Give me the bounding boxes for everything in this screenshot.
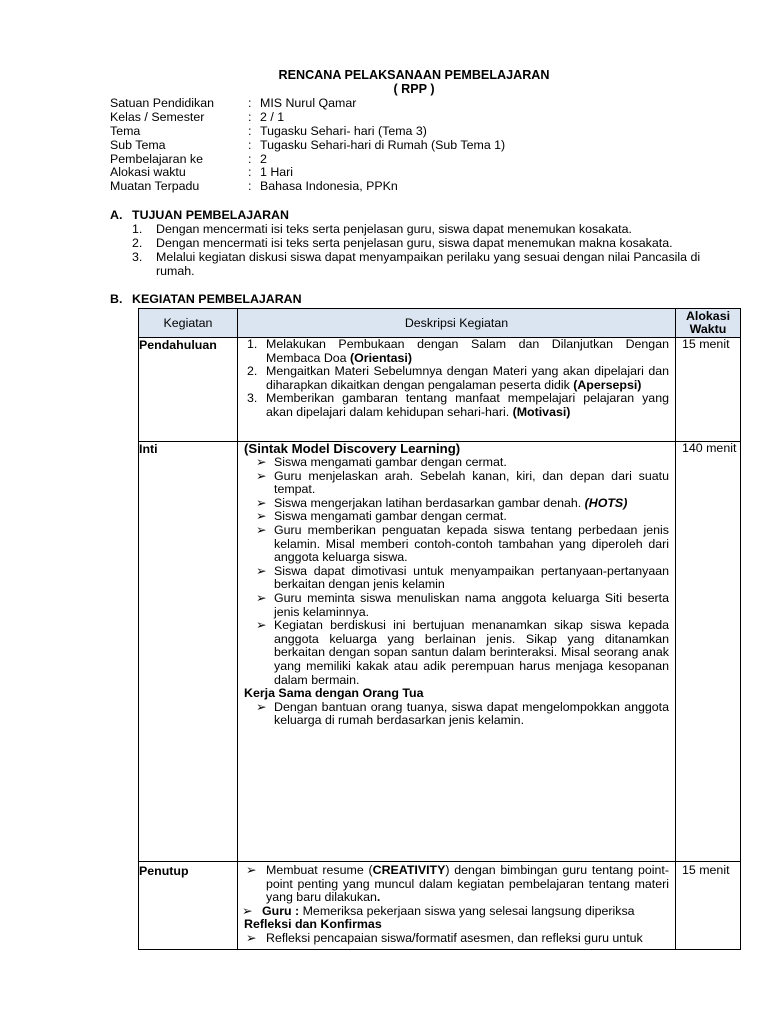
activity-time: 140 menit (676, 442, 741, 862)
bullet-item: ➢ Guru meminta siswa menuliskan nama anggota keluarga Siti beserta jenis kelaminnya. (256, 590, 669, 619)
activity-description (238, 442, 676, 862)
item-number: 2. (132, 235, 143, 250)
table-row-inti (139, 442, 741, 862)
bullet-item: ➢ Refleksi pencapaian siswa/formatif asesmen, dan refleksi guru untuk (246, 930, 643, 945)
bullet-item: ➢ Dengan bantuan orang tuanya, siswa dapat mengelompokkan anggota keluarga di rumah berdasarkan jenis kelamin. (256, 699, 669, 728)
activity-name: Inti (139, 442, 238, 862)
bullet-item: ➢ Siswa dapat dimotivasi untuk menyampaikan pertanyaan-pertanyaan berkaitan dengan jenis kelamin (256, 563, 669, 592)
section-title: TUJUAN PEMBELAJARAN (132, 208, 289, 222)
numbered-item: 1. Melakukan Pembukaan dengan Salam dan Dilanjutkan Dengan Membaca Doa (Orientasi) (247, 337, 669, 365)
identity-colon: : (248, 96, 252, 110)
section-letter: A. (110, 208, 123, 222)
identity-value: Tugasku Sehari- hari (Tema 3) (260, 123, 427, 138)
identity-value: 2 / 1 (260, 109, 285, 124)
bullet-item: ➢ Kegiatan berdiskusi ini bertujuan menanamkan sikap siswa kepada anggota keluarga yang berlainan jenis. Sikap yang ditanamkan berkaitan dengan sopan santun dalam berinteraksi. Misal seorang anak yang memiliki kakak atau adik perempuan harus menjaga kesopanan dalam bermain. (256, 618, 669, 687)
table-header-row (139, 309, 741, 338)
objective-item (132, 223, 732, 237)
table-row-penutup (139, 862, 741, 950)
document-subtitle: ( RPP ) (393, 82, 435, 96)
objective-item (132, 237, 732, 251)
numbered-item: 2. Mengaitkan Materi Sebelumnya dengan Materi yang akan dipelajari dan diharapkan dikaitkan dengan pengalaman peserta didik (Apersepsi) (247, 364, 669, 392)
identity-colon: : (248, 179, 252, 194)
objectives-list (132, 223, 732, 279)
header-alokasi: Alokasi Waktu (676, 309, 741, 338)
item-number: 1. (132, 222, 143, 236)
numbered-item: 3. Memberikan gambaran tentang manfaat mempelajari pelajaran yang akan dipelajari dalam kehidupan sehari-hari. (Motivasi) (247, 391, 669, 419)
identity-colon: : (248, 123, 252, 138)
bullet-item: ➢ Guru menjelaskan arah. Sebelah kanan, kiri, dan depan dari suatu tempat. (256, 468, 669, 497)
bullet-item: ➢ Siswa mengerjakan latihan berdasarkan gambar denah. (HOTS) (256, 495, 628, 510)
item-text: Melalui kegiatan diskusi siswa dapat menyampaikan perilaku yang sesuai dengan nilai Pancasila di rumah. (156, 249, 701, 278)
activity-description (238, 338, 676, 442)
item-number: 3. (132, 249, 143, 264)
header-kegiatan: Kegiatan (139, 309, 238, 338)
identity-label: Kelas / Semester (110, 109, 205, 124)
sintak-heading: (Sintak Model Discovery Learning) (244, 441, 461, 456)
identity-value: 2 (260, 151, 267, 166)
activity-time: 15 menit (676, 862, 741, 950)
bullet-item: ➢ Siswa mengamati gambar dengan cermat. (256, 509, 507, 524)
identity-colon: : (248, 151, 252, 166)
activity-time: 15 menit (676, 338, 741, 442)
identity-value: 1 Hari (260, 165, 294, 180)
identity-value: Tugasku Sehari-hari di Rumah (Sub Tema 1) (260, 137, 506, 152)
identity-colon: : (248, 137, 252, 152)
activity-name: Pendahuluan (139, 338, 238, 442)
identity-colon: : (248, 165, 252, 180)
identity-colon: : (248, 109, 252, 124)
activity-name: Penutup (139, 862, 238, 950)
identity-value: Bahasa Indonesia, PPKn (260, 179, 398, 194)
bullet-item: ➢ Guru : Memeriksa pekerjaan siswa yang selesai langsung diperiksa (242, 903, 635, 918)
document-title: RENCANA PELAKSANAAN PEMBELAJARAN (278, 68, 550, 82)
activity-description (238, 862, 676, 950)
identity-label: Muatan Terpadu (110, 179, 200, 194)
refleksi-heading: Refleksi dan Konfirmas (244, 917, 382, 932)
hots-label: (HOTS) (584, 495, 628, 510)
section-b-heading (110, 292, 302, 306)
identity-label: Tema (110, 123, 141, 138)
identity-label: Pembelajaran ke (110, 151, 203, 166)
section-a-heading (110, 208, 289, 222)
identity-label: Satuan Pendidikan (110, 96, 215, 110)
identity-label: Sub Tema (110, 137, 166, 152)
activities-table (138, 308, 741, 950)
kerja-sama-heading: Kerja Sama dengan Orang Tua (244, 686, 424, 701)
header-deskripsi: Deskripsi Kegiatan (238, 309, 676, 338)
bullet-item: ➢ Siswa mengamati gambar dengan cermat. (256, 455, 507, 469)
table-row-pendahuluan (139, 338, 741, 442)
bullet-item: ➢ Membuat resume (CREATIVITY) dengan bimbingan guru tentang point-point penting yang muncul dalam kegiatan pembelajaran tentang materi yang baru dilakukan. (246, 863, 669, 905)
identity-label: Alokasi waktu (110, 165, 186, 180)
objective-item (132, 251, 732, 279)
item-text: Dengan mencermati isi teks serta penjelasan guru, siswa dapat menemukan makna kosakata. (156, 235, 673, 250)
identity-value: MIS Nurul Qamar (260, 96, 357, 110)
section-letter: B. (110, 292, 123, 306)
item-text: Dengan mencermati isi teks serta penjelasan guru, siswa dapat menemukan kosakata. (156, 222, 632, 236)
section-title: KEGIATAN PEMBELAJARAN (132, 292, 302, 306)
bullet-item: ➢ Guru memberikan penguatan kepada siswa tentang perbedaan jenis kelamin. Misal memberi contoh-contoh tambahan yang diperoleh dari anggota keluarga siswa. (256, 522, 669, 565)
